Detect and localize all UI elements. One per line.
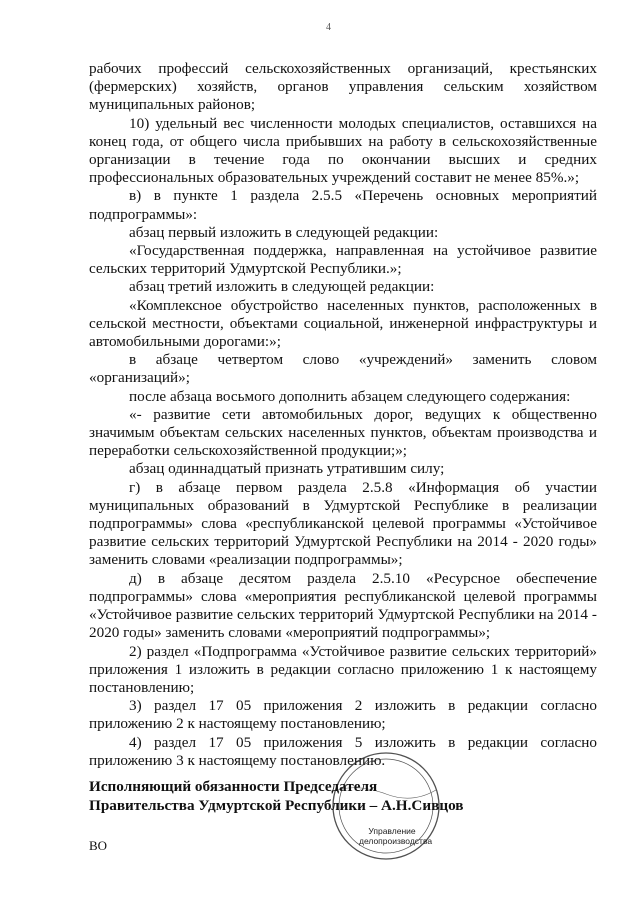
signature-block [89, 777, 464, 815]
signature-name: Правительства Удмуртской Республики – А.Н.Сивцов [89, 797, 464, 814]
paragraph: «Государственная поддержка, направленная на устойчивое развитие сельских территорий Удмуртской Республики.»; [89, 242, 597, 278]
document-body [89, 60, 597, 770]
paragraph: рабочих профессий сельскохозяйственных организаций, крестьянских (фермерских) хозяйств, органов управления сельским хозяйством муниципальных районов; [89, 60, 597, 114]
stamp-text [359, 826, 433, 846]
paragraph: д) в абзаце десятом раздела 2.5.10 «Ресурсное обеспечение подпрограммы» слова «мероприятия республиканской целевой программы «Устойчивое развитие сельских территорий Удмуртской Республики на 2014 - 2020 годы» заменить словами «мероприятий подпрограммы»; [89, 569, 597, 642]
paragraph: после абзаца восьмого дополнить абзацем следующего содержания: [129, 387, 571, 405]
stamp-line-2: делопроизводства [359, 836, 433, 846]
author-initials: ВО [89, 838, 108, 853]
paragraph: «- развитие сети автомобильных дорог, ведущих к общественно значимым объектам сельских населенных пунктов, объектам производства и переработки сельскохозяйственной продукции;»; [89, 405, 597, 460]
paragraph: абзац первый изложить в следующей редакции: [129, 223, 439, 241]
paragraph: «Комплексное обустройство населенных пунктов, расположенных в сельской местности, объектами социальной, инженерной инфраструктуры и автомобильными дорогами:»; [89, 296, 597, 351]
paragraph: 3) раздел 17 05 приложения 2 изложить в редакции согласно приложению 2 к настоящему постановлению; [89, 697, 597, 733]
paragraph: абзац третий изложить в следующей редакции: [129, 278, 435, 296]
paragraph: 4) раздел 17 05 приложения 5 изложить в редакции согласно приложению 3 к настоящему постановлению. [89, 733, 597, 769]
paragraph: 10) удельный вес численности молодых специалистов, оставшихся на конец года, от общего числа прибывших на работу в сельскохозяйственные организации в течение года по окончании высших и средних профессиональных образовательных учреждений составит не менее 85%.»; [89, 114, 597, 187]
signature-title: Исполняющий обязанности Председателя [89, 778, 378, 795]
paragraph: 2) раздел «Подпрограмма «Устойчивое развитие сельских территорий» приложения 1 изложить в редакции согласно приложению 1 к настоящему постановлению; [89, 642, 597, 696]
paragraph: г) в абзаце первом раздела 2.5.8 «Информация об участии муниципальных образований в Удмуртской Республике в реализации подпрограммы» слова «республиканской целевой программы «Устойчивое развитие сельских территорий Удмуртской Республики на 2014 - 2020 годы» заменить словами «реализации подпрограммы»; [89, 478, 597, 569]
paragraph: абзац одиннадцатый признать утратившим силу; [129, 460, 445, 478]
stamp-line-1: Управление [368, 826, 416, 836]
paragraph: в) в пункте 1 раздела 2.5.5 «Перечень основных мероприятий подпрограммы»: [89, 187, 597, 223]
paragraph: в абзаце четвертом слово «учреждений» заменить словом «организаций»; [89, 351, 597, 387]
page-marker: 4 [326, 22, 331, 33]
